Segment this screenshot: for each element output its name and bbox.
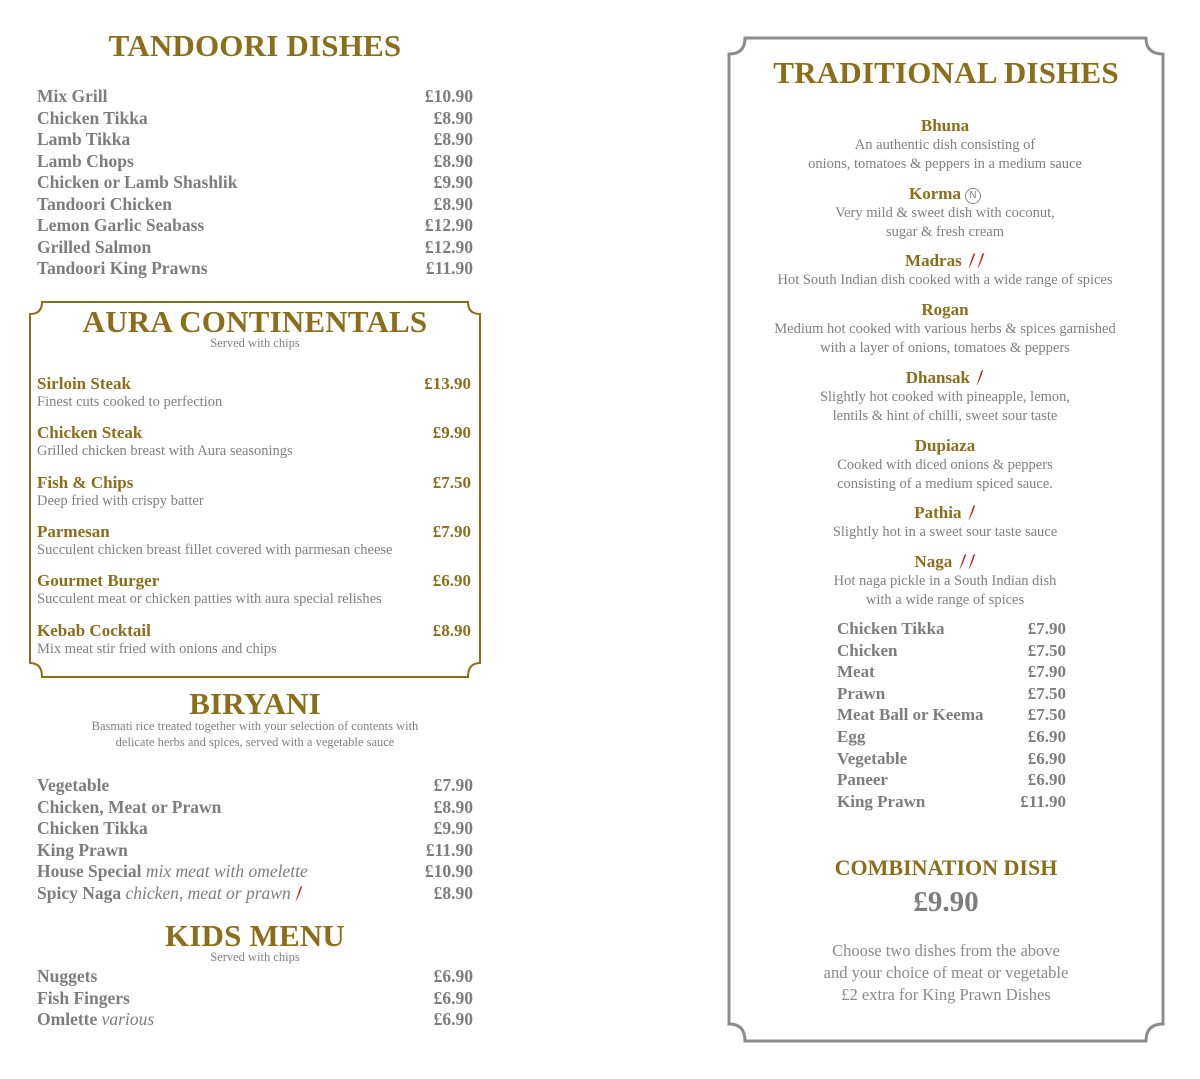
traditional-price-name: Egg [837, 727, 866, 746]
continental-item-description: Deep fried with crispy batter [37, 492, 204, 509]
continental-item-price: £8.90 [432, 620, 471, 640]
traditional-dish-name: Naga [914, 552, 953, 571]
tandoori-item-price: £12.90 [424, 236, 473, 257]
tandoori-item-price: £8.90 [433, 129, 473, 149]
traditional-dish-description-line1: Hot naga pickle in a South Indian dish [833, 573, 1057, 589]
tandoori-item-name: Chicken or Lamb Shashlik [37, 172, 238, 192]
tandoori-item-name: Lamb Tikka [37, 129, 131, 149]
tandoori-item-name: Mix Grill [37, 86, 108, 106]
tandoori-item-price: £9.90 [433, 172, 473, 192]
traditional-dish-description-line2: sugar & fresh cream [886, 224, 1004, 240]
biryani-description-line1: Basmati rice treated together with your selection of contents with [91, 719, 419, 733]
traditional-dish [746, 251, 1144, 290]
kids-item-note: various [101, 1009, 155, 1030]
traditional-price-value: £7.50 [1027, 705, 1066, 725]
biryani-item-price: £7.90 [433, 775, 473, 795]
continental-item-description: Succulent meat or chicken patties with aura special relishes [37, 591, 382, 608]
tandoori-item [37, 172, 473, 194]
continentals-title: AURA CONTINENTALS [82, 304, 428, 339]
kids-item-name: Omlette [37, 1009, 98, 1030]
continental-item-description: Grilled chicken breast with Aura seasonings [37, 443, 293, 460]
traditional-title: TRADITIONAL DISHES [773, 55, 1119, 90]
chili-icon [959, 553, 967, 570]
tandoori-item [37, 108, 473, 130]
biryani-title: BIRYANI [189, 686, 321, 721]
chili-icon [976, 369, 984, 386]
traditional-price-value: £6.90 [1027, 727, 1066, 746]
biryani-item-price: £8.90 [433, 796, 473, 817]
continental-item-price: £9.90 [432, 423, 471, 443]
tandoori-item [37, 194, 473, 216]
traditional-dish-description-line1: Slightly hot cooked with pineapple, lemon, [819, 389, 1071, 405]
traditional-dish-title [746, 300, 1144, 320]
traditional-dish [746, 368, 1144, 426]
combination-line1: Choose two dishes from the above [832, 941, 1060, 960]
tandoori-item [37, 129, 473, 151]
traditional-price-row [837, 770, 1066, 792]
traditional-dish-description-line1: Slightly hot in a sweet sour taste sauce [832, 524, 1058, 540]
continental-item-price: £7.90 [432, 521, 471, 541]
biryani-item-name: Spicy Naga [37, 883, 122, 903]
traditional-dish-name: Dhansak [905, 368, 970, 387]
kids-item-name: Fish Fingers [37, 987, 130, 1008]
traditional-price-name: King Prawn [837, 791, 926, 811]
traditional-dish-name: Korma [909, 184, 961, 203]
traditional-dish-title [746, 436, 1144, 456]
traditional-dish-description-line1: Very mild & sweet dish with coconut, [835, 205, 1055, 221]
traditional-dish-description-line1: Medium hot cooked with various herbs & spices garnished [774, 321, 1116, 337]
combination-title: COMBINATION DISH [834, 855, 1058, 880]
biryani-item-name: King Prawn [37, 839, 128, 860]
continental-item-description: Finest cuts cooked to perfection [37, 394, 223, 410]
biryani-item-label [37, 861, 308, 882]
biryani-description-line2: delicate herbs and spices, served with a vegetable sauce [115, 735, 395, 749]
biryani-item-label [37, 883, 303, 904]
traditional-dish-title [746, 552, 1144, 572]
traditional-price-row [837, 705, 1066, 727]
kids-item [37, 988, 473, 1010]
tandoori-item-price: £8.90 [433, 193, 473, 214]
traditional-dish-description-line2: consisting of a medium spiced sauce. [837, 476, 1053, 492]
biryani-item [37, 797, 473, 819]
tandoori-item-name: Chicken Tikka [37, 107, 148, 128]
tandoori-item-name: Grilled Salmon [37, 236, 152, 257]
combination-line3: £2 extra for King Prawn Dishes [841, 985, 1051, 1004]
traditional-dish [746, 552, 1144, 610]
kids-item-price: £6.90 [433, 1009, 473, 1030]
chili-icon [968, 252, 976, 269]
kids-item-price: £6.90 [433, 966, 473, 986]
tandoori-item-price: £11.90 [425, 258, 473, 278]
traditional-dish-name: Bhuna [920, 116, 970, 135]
traditional-dish-name: Dupiaza [914, 436, 976, 455]
chili-icon [977, 252, 985, 269]
tandoori-item-price: £10.90 [424, 86, 473, 106]
traditional-price-row [837, 727, 1066, 749]
kids-item [37, 1009, 473, 1031]
biryani-item [37, 861, 473, 883]
traditional-dish [746, 184, 1144, 242]
traditional-dish-description-line1: Hot South Indian dish cooked with a wide range of spices [777, 272, 1113, 288]
continental-item-name: Parmesan [37, 521, 110, 541]
traditional-dish [746, 300, 1144, 358]
kids-item-name: Nuggets [37, 966, 98, 986]
tandoori-item-name: Lamb Chops [37, 150, 134, 171]
traditional-dish-title [746, 251, 1144, 271]
traditional-price-name: Chicken [837, 640, 898, 660]
continental-item-price: £6.90 [432, 571, 471, 591]
traditional-price-value: £6.90 [1027, 770, 1066, 790]
traditional-dish-description-line2: onions, tomatoes & peppers in a medium sauce [808, 156, 1082, 172]
biryani-item [37, 818, 473, 840]
tandoori-item [37, 215, 473, 237]
combination-price: £9.90 [913, 886, 979, 918]
biryani-item-price: £11.90 [425, 839, 473, 860]
traditional-dish-title [746, 368, 1144, 388]
tandoori-item-name: Tandoori King Prawns [37, 258, 208, 278]
traditional-price-row [837, 662, 1066, 684]
traditional-dish-description-line2: with a layer of onions, tomatoes & peppers [820, 340, 1070, 356]
continental-item-price: £13.90 [424, 374, 471, 393]
continental-item-name: Sirloin Steak [37, 374, 131, 393]
kids-title: KIDS MENU [164, 918, 346, 953]
continental-item-description: Mix meat stir fried with onions and chips [37, 640, 277, 657]
biryani-item-price: £8.90 [433, 883, 473, 903]
combination-line2: and your choice of meat or vegetable [823, 963, 1069, 982]
traditional-dish-description-line2: with a wide range of spices [865, 592, 1025, 608]
kids-item-price: £6.90 [433, 987, 473, 1008]
traditional-price-name: Paneer [837, 770, 888, 790]
traditional-dish-name: Rogan [921, 300, 969, 319]
biryani-item [37, 840, 473, 862]
biryani-item-note: chicken, meat or prawn [125, 883, 291, 903]
traditional-price-value: £7.90 [1027, 619, 1066, 638]
tandoori-title: TANDOORI DISHES [108, 28, 402, 63]
traditional-dish-title [746, 503, 1144, 523]
biryani-item-name: Vegetable [37, 775, 110, 795]
tandoori-item [37, 151, 473, 173]
chili-icon [968, 553, 976, 570]
traditional-price-row [837, 749, 1066, 771]
traditional-price-name: Meat [837, 662, 875, 682]
tandoori-item-price: £8.90 [433, 107, 473, 128]
traditional-dish [746, 116, 1144, 174]
traditional-dish-description-line2: lentils & hint of chilli, sweet sour taste [832, 408, 1058, 424]
continental-item-description: Succulent chicken breast fillet covered with parmesan cheese [37, 541, 393, 558]
chili-icon [295, 885, 303, 902]
traditional-dish-description-line1: Cooked with diced onions & peppers [837, 457, 1053, 473]
traditional-price-row [837, 684, 1066, 706]
traditional-dish-name: Madras [905, 251, 962, 270]
traditional-price-name: Vegetable [837, 748, 908, 768]
kids-item-label [37, 1009, 154, 1030]
continentals-subtitle: Served with chips [210, 336, 300, 350]
traditional-price-value: £7.90 [1027, 662, 1066, 682]
traditional-price-row [837, 619, 1066, 641]
biryani-item [37, 775, 473, 797]
biryani-item-name: Chicken Tikka [37, 818, 148, 839]
continental-item-price: £7.50 [432, 472, 471, 492]
traditional-price-value: £6.90 [1027, 748, 1066, 768]
traditional-dish-name: Pathia [914, 503, 962, 522]
traditional-price-row [837, 792, 1066, 814]
biryani-item-price: £9.90 [433, 818, 473, 839]
kids-item [37, 966, 473, 988]
tandoori-item-name: Lemon Garlic Seabass [37, 215, 205, 235]
biryani-item [37, 883, 473, 905]
continental-item-name: Fish & Chips [37, 472, 134, 492]
biryani-item-name: House Special [37, 861, 142, 882]
tandoori-item [37, 86, 473, 108]
traditional-dish-description-line1: An authentic dish consisting of [854, 137, 1036, 153]
biryani-item-note: mix meat with omelette [145, 861, 308, 882]
traditional-price-value: £11.90 [1020, 791, 1066, 811]
tandoori-item [37, 258, 473, 280]
traditional-dish [746, 503, 1144, 542]
traditional-price-value: £7.50 [1027, 683, 1066, 703]
tandoori-item-name: Tandoori Chicken [37, 193, 173, 214]
traditional-dish-title [746, 184, 1144, 204]
tandoori-item-price: £12.90 [424, 215, 473, 235]
nuts-badge: N [965, 188, 981, 204]
continental-item-name: Kebab Cocktail [37, 620, 151, 640]
biryani-item-name: Chicken, Meat or Prawn [37, 796, 222, 817]
traditional-dish [746, 436, 1144, 494]
traditional-dish-title [746, 116, 1144, 136]
kids-subtitle: Served with chips [210, 950, 300, 964]
traditional-price-value: £7.50 [1027, 640, 1066, 660]
continental-item-name: Chicken Steak [37, 423, 143, 443]
traditional-price-name: Prawn [837, 683, 886, 703]
traditional-price-row [837, 641, 1066, 663]
tandoori-item-price: £8.90 [433, 150, 473, 171]
continental-item-name: Gourmet Burger [37, 571, 160, 591]
traditional-price-name: Meat Ball or Keema [837, 705, 984, 725]
traditional-price-name: Chicken Tikka [837, 619, 945, 638]
chili-icon [968, 504, 976, 521]
tandoori-item [37, 237, 473, 259]
biryani-item-price: £10.90 [424, 861, 473, 882]
